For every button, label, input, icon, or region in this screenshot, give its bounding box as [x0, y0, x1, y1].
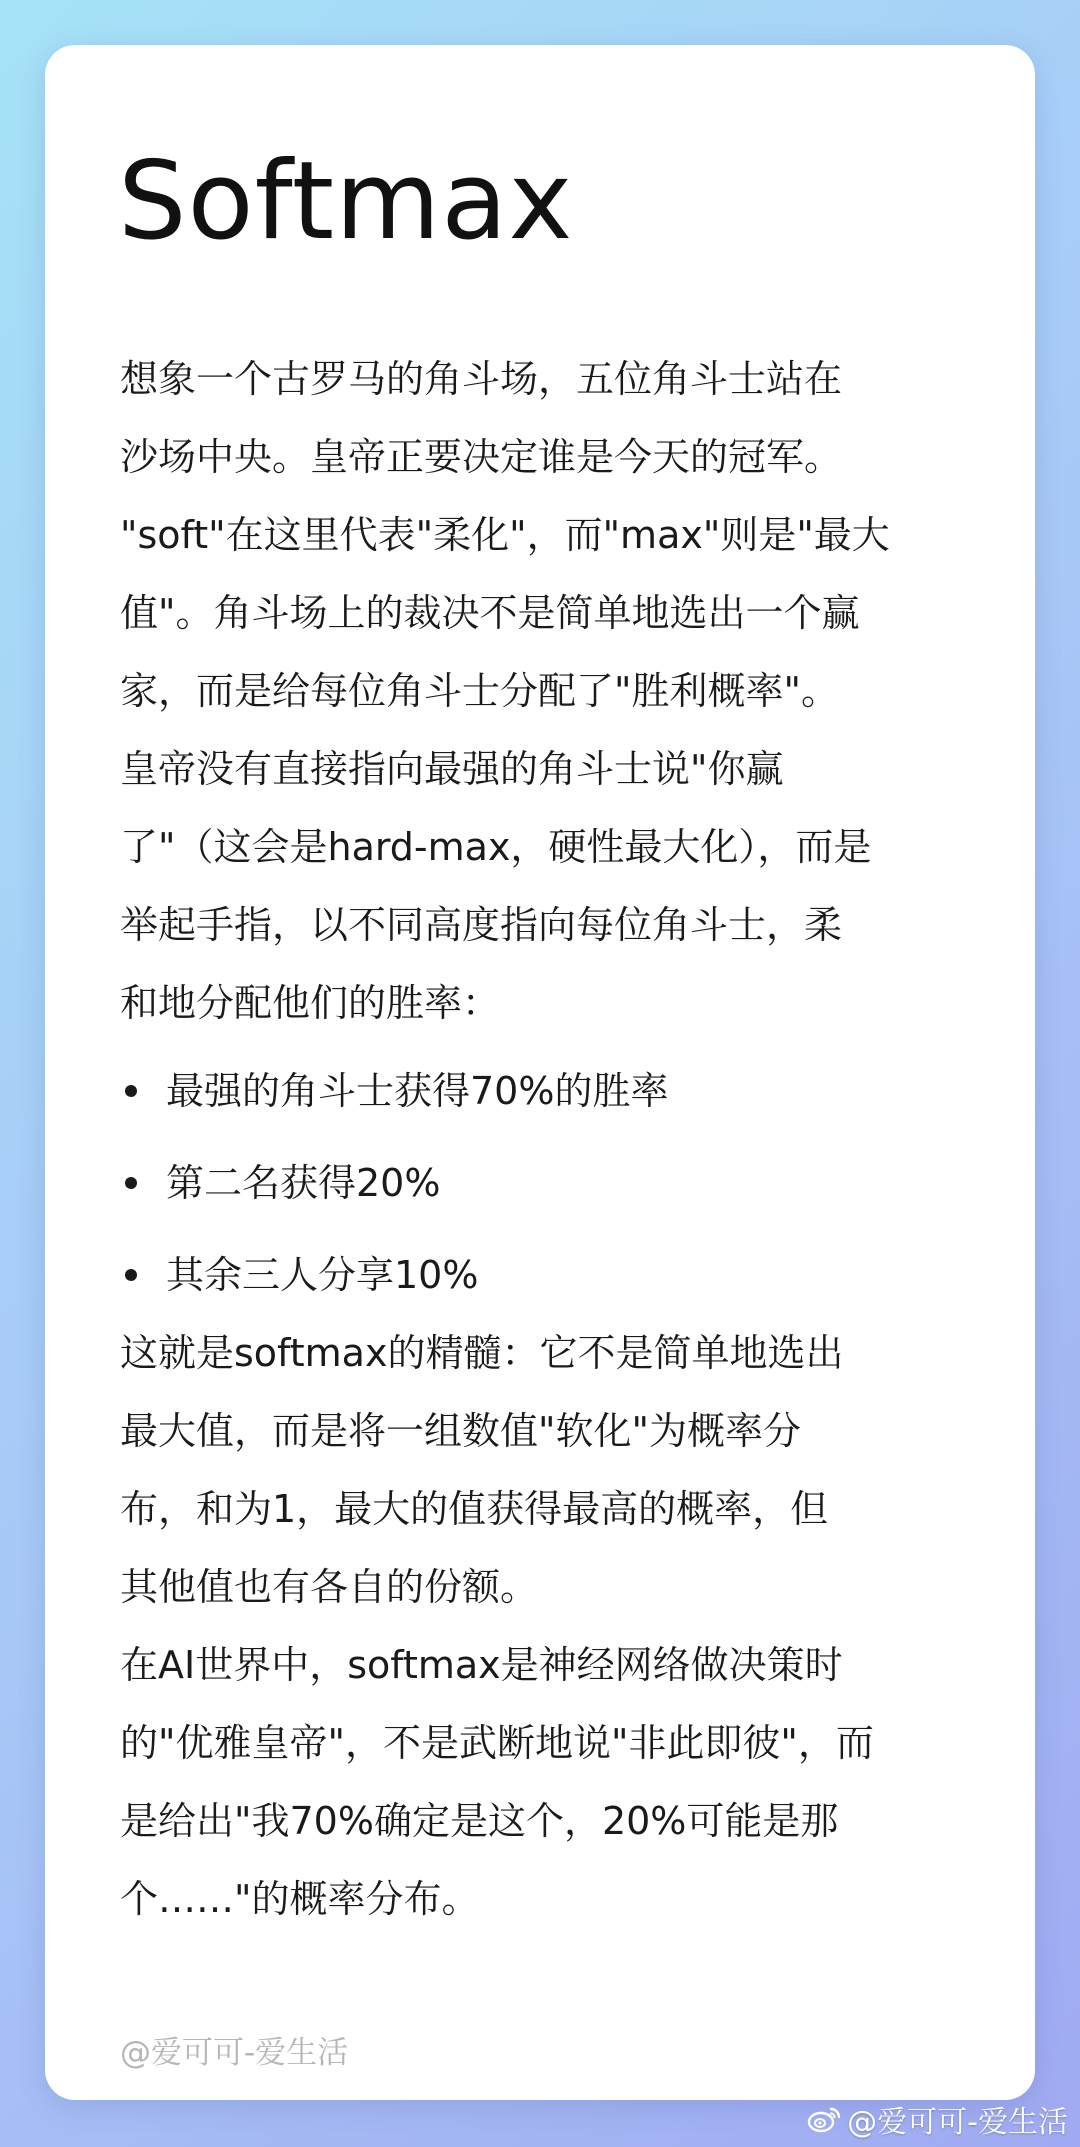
bullet-dot-icon	[125, 1269, 137, 1281]
content-card	[45, 45, 1035, 2100]
bullet-dot-icon	[125, 1177, 137, 1189]
weibo-icon	[807, 2105, 841, 2133]
weibo-brand-watermark	[807, 2097, 1068, 2141]
list-item	[120, 1052, 970, 1144]
list-item	[120, 1236, 970, 1314]
article-body	[120, 340, 970, 1938]
list-item-text: 第二名获得20%	[166, 1161, 441, 1205]
list-item-text: 其余三人分享10%	[166, 1253, 479, 1297]
bullet-list	[120, 1052, 970, 1314]
list-item-text: 最强的角斗士获得70%的胜率	[166, 1069, 669, 1113]
author-watermark: @爱可可-爱生活	[120, 2035, 349, 2071]
bullet-dot-icon	[125, 1085, 137, 1097]
essence-paragraph: 这就是softmax的精髓：它不是简单地选出 最大值，而是将一组数值"软化"为概率分 布，和为1，最大的值获得最高的概率，但 其他值也有各自的份额。	[120, 1331, 844, 1609]
list-item	[120, 1144, 970, 1236]
weibo-handle: @爱可可-爱生活	[847, 2105, 1068, 2140]
ai-paragraph: 在AI世界中，softmax是神经网络做决策时 的"优雅皇帝"，不是武断地说"非此即彼"，而 是给出"我70%确定是这个，20%可能是那 个……"的概率分布。	[120, 1643, 874, 1921]
intro-paragraph: 想象一个古罗马的角斗场，五位角斗士站在 沙场中央。皇帝正要决定谁是今天的冠军。 "soft"在这里代表"柔化"，而"max"则是"最大 值"。角斗场上的裁决不是简单地选出一个赢 家，而是给每位角斗士分配了"胜利概率"。 皇帝没有直接指向最强的角斗士说"你赢 了"（这会是hard-max，硬性最大化），而是 举起手指，以不同高度指向每位角斗士，柔 和地分配他们的胜率：	[120, 357, 890, 1025]
page-title: Softmax	[118, 139, 574, 264]
